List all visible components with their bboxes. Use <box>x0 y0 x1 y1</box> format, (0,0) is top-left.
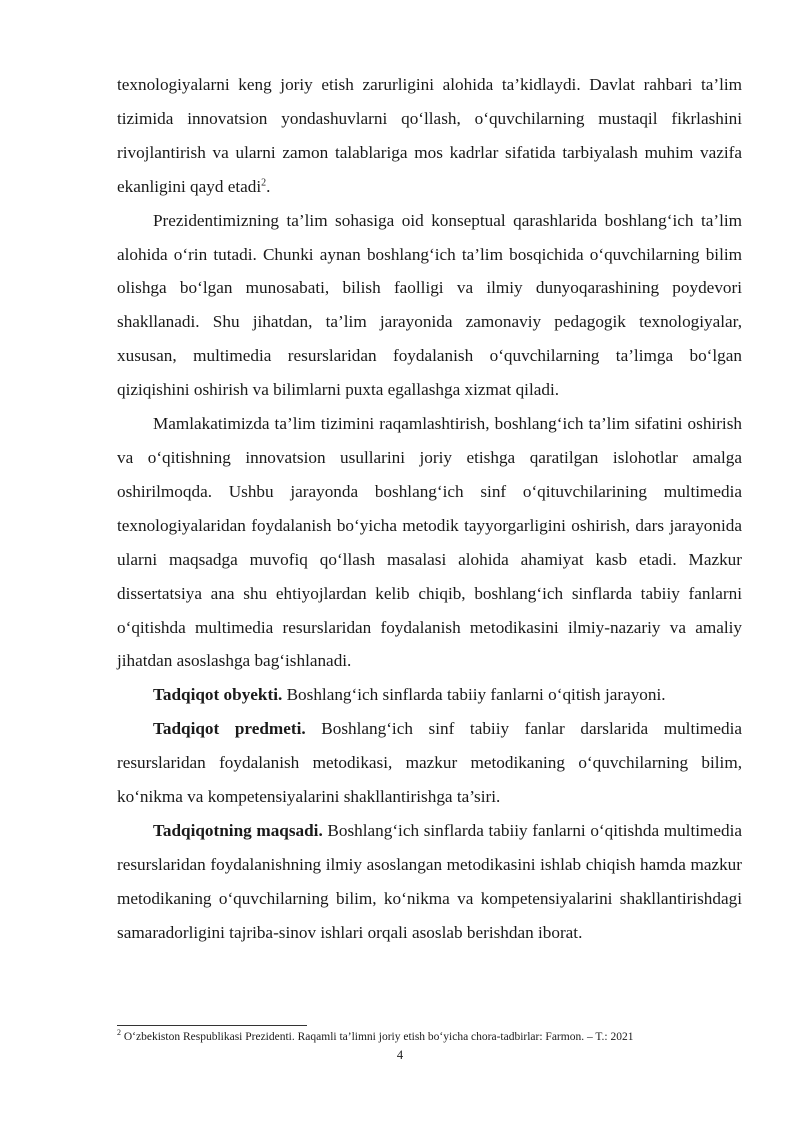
section-label: Tadqiqotning maqsadi. <box>153 820 323 840</box>
page-number: 4 <box>396 1048 404 1062</box>
section-research-object <box>117 678 742 712</box>
body-text <box>117 68 742 950</box>
section-label: Tadqiqot obyekti. <box>153 685 283 705</box>
footnote-separator <box>117 1025 307 1026</box>
section-research-subject <box>117 712 742 814</box>
footnote-number: 2 <box>117 1028 121 1038</box>
paragraph-end: . <box>266 176 271 196</box>
section-text: Boshlang‘ich sinf tabiiy fanlar darslarida multimedia resurslaridan foydalanish metodikasi, mazkur metodikaning o‘quvchilarning bilim, ko‘nikma va kompetensiyalarini shakllantirishga ta’siri. <box>117 719 742 807</box>
section-text: Boshlang‘ich sinflarda tabiiy fanlarni o‘qitishda multimedia resurslaridan foydalanishning ilmiy asoslangan metodikasini ishlab chiqish hamda mazkur metodikaning o‘quvchilarning bilim, ko‘nikma va kompetensiyalarini shakllantirishdagi samaradorligini tajriba-sinov ishlari orqali asoslab berishdan iborat. <box>117 820 742 942</box>
footnote <box>117 1030 742 1045</box>
footnote-reference[interactable]: 2 <box>261 176 267 188</box>
section-research-goal <box>117 814 742 950</box>
paragraph-text: texnologiyalarni keng joriy etish zarurligini alohida ta’kidlaydi. Davlat rahbari ta’lim tizimida innovatsion yondashuvlarni qo‘llash, o‘quvchilarning mustaqil fikrlashini rivojlantirish va ularni zamon talablariga mos kadrlar sifatida tarbiyalash muhim vazifa ekanligini qayd etadi <box>117 75 742 196</box>
paragraph-president-views: Prezidentimizning ta’lim sohasiga oid konseptual qarashlarida boshlang‘ich ta’lim alohida o‘rin tutadi. Chunki aynan boshlang‘ich ta’lim bosqichida o‘quvchilarning bilim olishga bo‘lgan munosabati, bilish faolligi va ilmiy dunyoqarashining poydevori shakllanadi. Shu jihatdan, ta’lim jarayonida zamonaviy pedagogik texnologiyalar, xususan, multimedia resurslaridan foydalanish o‘quvchilarning ta’limga bo‘lgan qiziqishini oshirish va bilimlarni puxta egallashga xizmat qiladi. <box>117 210 742 400</box>
paragraph-digitalization: Mamlakatimizda ta’lim tizimini raqamlashtirish, boshlang‘ich ta’lim sifatini oshirish va o‘qitishning innovatsion usullarini joriy etishga qaratilgan islohotlar amalga oshirilmoqda. Ushbu jarayonda boshlang‘ich sinf o‘qituvchilarining multimedia texnologiyalaridan foydalanish bo‘yicha metodik tayyorgarligini oshirish, dars jarayonida ularni maqsadga muvofiq qo‘llash masalasi alohida ahamiyat kasb etadi. Mazkur dissertatsiya ana shu ehtiyojlardan kelib chiqib, boshlang‘ich sinflarda tabiiy fanlarni o‘qitishda multimedia resurslaridan foydalanish metodikasini ilmiy-nazariy va amaliy jihatdan asoslashga bag‘ishlanadi. <box>117 414 742 671</box>
paragraph-continuation <box>117 68 742 204</box>
section-text: Boshlang‘ich sinflarda tabiiy fanlarni o‘qitish jarayoni. <box>282 685 666 705</box>
section-label: Tadqiqot predmeti. <box>153 719 306 739</box>
footnote-text: O‘zbekiston Respublikasi Prezidenti. Raqamli ta’limni joriy etish bo‘yicha chora-tadbirlar: Farmon. – T.: 2021 <box>121 1031 634 1043</box>
